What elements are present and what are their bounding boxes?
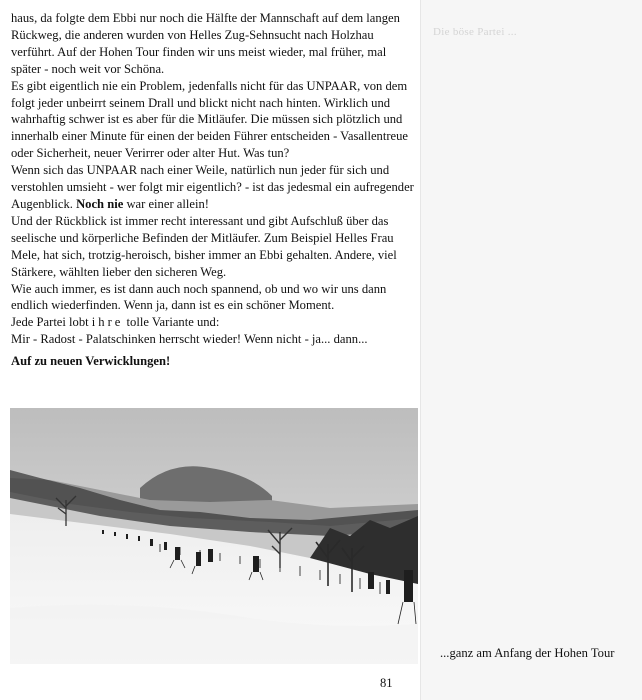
paragraph-6-end: tolle Variante und: [123, 315, 220, 330]
paragraph-6-spaced: ihre [91, 315, 124, 330]
paragraph-3 [11, 162, 416, 213]
facing-page-ghost-header: Die böse Partei ... [433, 26, 517, 38]
paragraph-3-start: Wenn sich das UNPAAR nach einer Weile, natürlich nun jeder für sich und verstohlen umsieht - wer folgt mir eigentlich? - ist das jedesmal ein aufregender Augenblick. [11, 163, 414, 211]
photo-illustration [10, 408, 418, 664]
ski-tour-photo [10, 408, 418, 664]
paragraph-6-start: Jede Partei lobt [11, 315, 92, 330]
paragraph-6 [11, 314, 416, 331]
paragraph-5: Wie auch immer, es ist dann auch noch spannend, ob und wo wir uns dann endlich wiederfinden. Wenn ja, dann ist es ein schöner Moment. [11, 281, 387, 313]
right-page-bleed [420, 0, 642, 700]
photo-caption: ...ganz am Anfang der Hohen Tour [440, 646, 615, 660]
body-text [11, 10, 416, 348]
paragraph-3-bold: Noch nie [76, 196, 124, 211]
page-number: 81 [380, 676, 393, 690]
paragraph-2: Es gibt eigentlich nie ein Problem, jedenfalls nicht für das UNPAAR, von dem folgt jeder unbeirrt seinem Drall und blickt nicht nach hinten. Wirklich und wahrhaftig schwer ist es aber für die Mitläufer. Die müssen sich plötzlich und innerhalb einer Minute für einen der beiden Führer entscheiden - Vasallentreue oder Sicherheit, neuer Verirrer oder alter Hut. Was tun? [11, 78, 409, 161]
paragraph-7: Mir - Radost - Palatschinken herrscht wieder! Wenn nicht - ja... dann... [11, 332, 368, 347]
paragraph-4: Und der Rückblick ist immer recht interessant und gibt Aufschluß über das seelische und körperliche Befinden der Mitläufer. Zum Beispiel Helles Frau Mele, hat sich, trotzig-heroisch, bisher immer an Ebbi gehalten. Andere, viel Stärkere, wählten lieber den sicheren Weg. [11, 213, 397, 279]
section-heading: Auf zu neuen Verwicklungen! [11, 354, 171, 368]
paragraph-1: haus, da folgte dem Ebbi nur noch die Hälfte der Mannschaft auf dem langen Rückweg, die anderen wurden von Helles Zug-Sehnsucht nach Holzhau verführt. Auf der Hohen Tour finden wir uns meist wieder, mal früher, mal später - noch weit vor Schöna. [11, 11, 400, 76]
paragraph-3-end: war einer allein! [123, 196, 209, 211]
